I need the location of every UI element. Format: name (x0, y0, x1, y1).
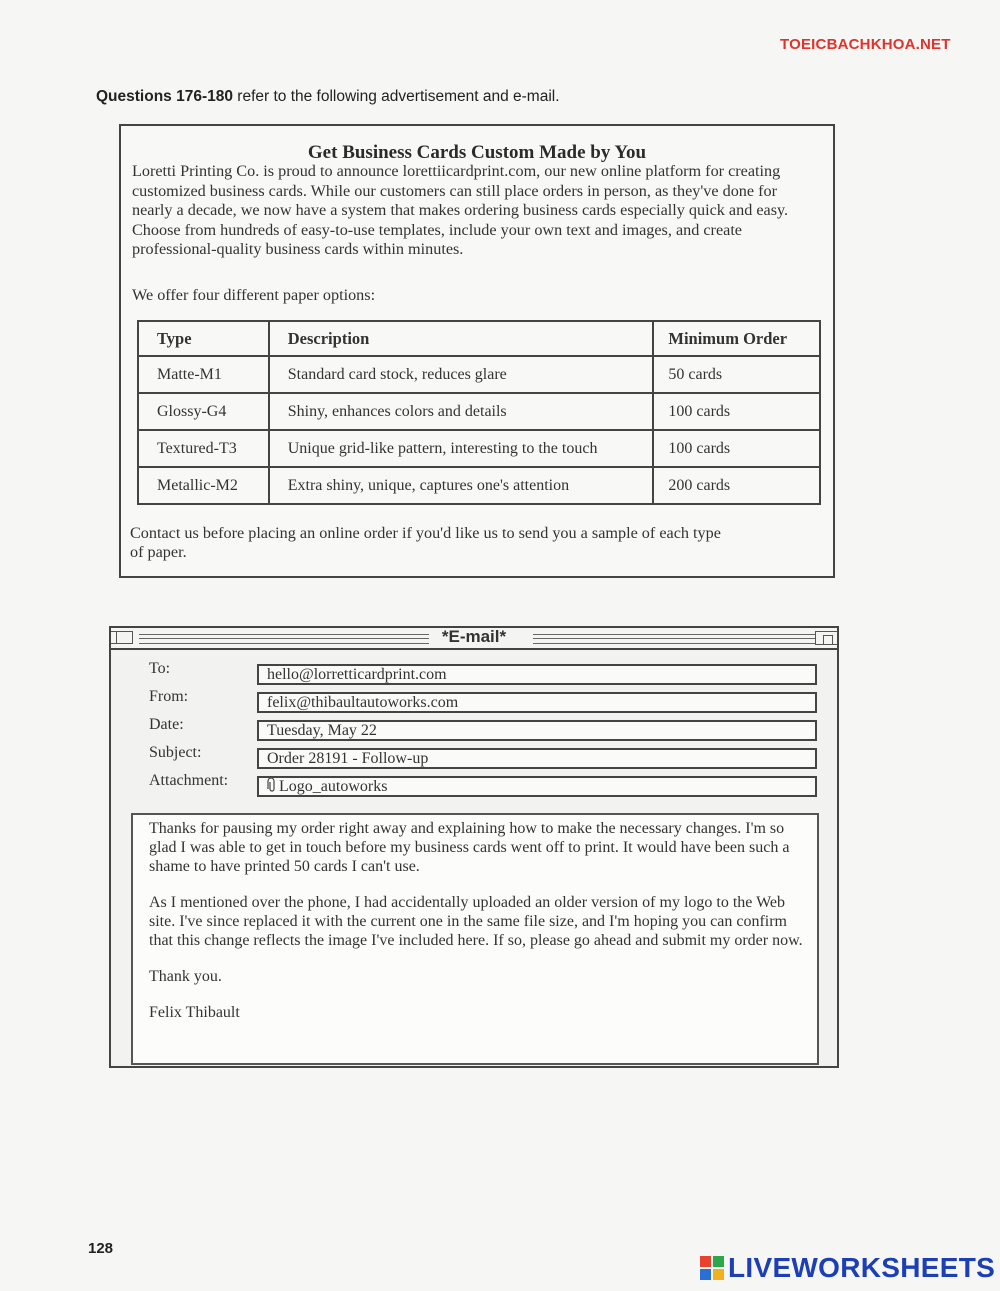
table-header-description: Description (269, 321, 654, 356)
table-row (138, 467, 820, 504)
to-label: To: (149, 660, 171, 677)
email-paragraph: As I mentioned over the phone, I had accidentally uploaded an older version of my logo to the Web site. I've since replaced it with the current one in the same file size, and I'm hoping you can confirm that this change reflects the image I've included here. If so, please go ahead and submit my order now. (149, 894, 803, 949)
liveworksheets-logo-icon (700, 1256, 724, 1280)
from-label: From: (149, 688, 189, 705)
table-cell-type: Textured-T3 (138, 430, 269, 467)
table-header-type: Type (138, 321, 269, 356)
liveworksheets-wordmark: LIVEWORKSHEETS (728, 1252, 996, 1283)
email-signature: Felix Thibault (149, 1004, 240, 1021)
table-row (138, 393, 820, 430)
table-cell-type: Metallic-M2 (138, 467, 269, 504)
from-field[interactable]: felix@thibaultautoworks.com (257, 692, 817, 713)
table-cell-type: Glossy-G4 (138, 393, 269, 430)
to-field[interactable]: hello@lorretticardprint.com (257, 664, 817, 685)
subject-field[interactable]: Order 28191 - Follow-up (257, 748, 817, 769)
table-row (138, 356, 820, 393)
ad-offer-text: We offer four different paper options: (132, 286, 376, 304)
table-cell-minimum-order: 100 cards (653, 393, 820, 430)
table-row (138, 430, 820, 467)
table-cell-minimum-order: 200 cards (653, 467, 820, 504)
table-cell-minimum-order: 50 cards (653, 356, 820, 393)
questions-range: Questions 176-180 (96, 88, 233, 105)
table-cell-description: Extra shiny, unique, captures one's attention (269, 467, 654, 504)
questions-intro: refer to the following advertisement and e-mail. (232, 88, 560, 105)
table-cell-description: Unique grid-like pattern, interesting to the touch (269, 430, 654, 467)
table-cell-description: Shiny, enhances colors and details (269, 393, 654, 430)
ad-title: Get Business Cards Custom Made by You (307, 142, 647, 163)
advertisement-box (119, 124, 835, 578)
paperclip-icon (267, 778, 277, 793)
email-window-title: *E-mail* (441, 627, 507, 646)
email-body (131, 813, 819, 1065)
table-header-row (138, 321, 820, 356)
ad-body-text: Loretti Printing Co. is proud to announce lorettiicardprint.com, our new online platform for creating customized business cards. While our customers can still place orders in person, as they've done for nearly a decade, we now have a system that makes ordering business cards especially quick and easy. Choose from hundreds of easy-to-use templates, include your own text and images, and create professional-quality business cards within minutes. (132, 162, 789, 259)
window-zoom-box-icon[interactable] (815, 631, 837, 645)
questions-heading (96, 88, 560, 106)
site-watermark: TOEICBACHKHOA.NET (780, 36, 951, 53)
date-field[interactable]: Tuesday, May 22 (257, 720, 817, 741)
date-label: Date: (149, 716, 184, 733)
page-number: 128 (88, 1240, 114, 1257)
email-paragraph: Thanks for pausing my order right away and explaining how to make the necessary changes. I'm so glad I was able to get in touch before my business cards went off to print. It would have been such a shame to have printed 50 cards I can't use. (149, 820, 790, 875)
ad-contact-text: Contact us before placing an online order if you'd like us to send you a sample of each type of paper. (130, 524, 721, 561)
attachment-field[interactable] (257, 776, 817, 797)
email-window (109, 626, 839, 1068)
table-cell-type: Matte-M1 (138, 356, 269, 393)
email-title-bar (111, 628, 837, 650)
table-header-minimum-order: Minimum Order (653, 321, 820, 356)
subject-label: Subject: (149, 744, 202, 761)
attachment-label: Attachment: (149, 772, 229, 789)
table-cell-description: Standard card stock, reduces glare (269, 356, 654, 393)
liveworksheets-brand (700, 1252, 995, 1284)
email-closing: Thank you. (149, 968, 222, 985)
attachment-filename: Logo_autoworks (279, 778, 388, 795)
table-cell-minimum-order: 100 cards (653, 430, 820, 467)
paper-options-table (137, 320, 821, 505)
